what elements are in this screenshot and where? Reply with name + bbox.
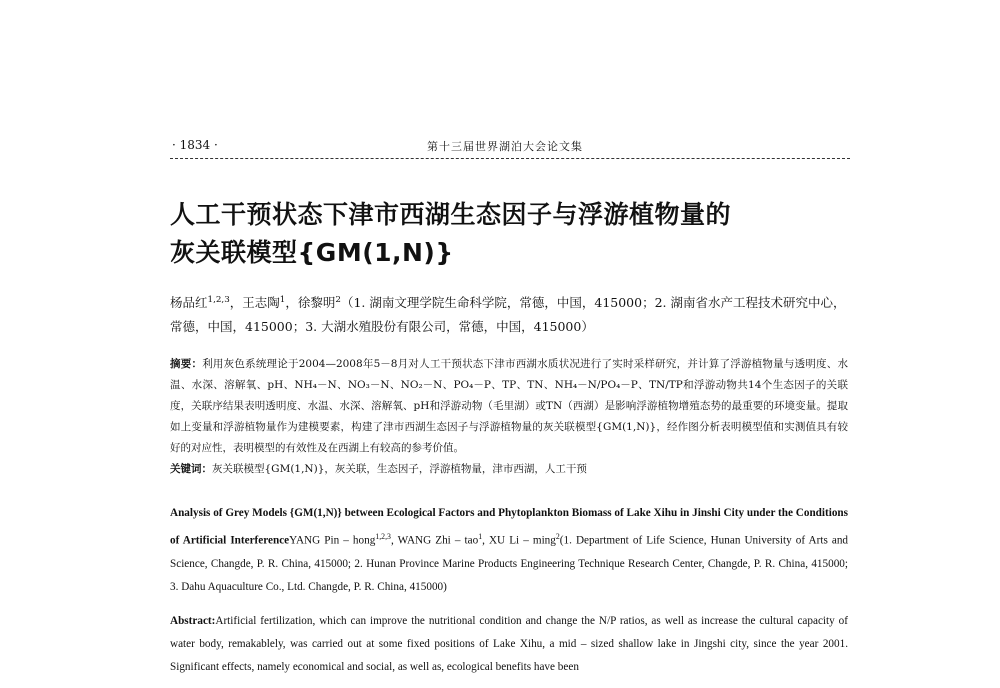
keywords-cn-text: 灰关联模型{GM(1,N)}，灰关联，生态因子，浮游植物量，津市西湖，人工干预 [212, 463, 587, 475]
abstract-cn-label: 摘要： [170, 358, 203, 370]
abstract-en [170, 610, 848, 679]
abstract-cn [170, 354, 848, 459]
abstract-en-label: Abstract: [170, 615, 216, 627]
title-line-1: 人工干预状态下津市西湖生态因子与浮游植物量的 [170, 200, 732, 229]
author-en-3-sup: 2 [555, 532, 560, 541]
author-en-1: YANG Pin – hong [289, 534, 376, 547]
keywords-cn [170, 460, 848, 478]
paper-title-cn [170, 196, 830, 272]
author-en-2: , WANG Zhi – tao [390, 534, 479, 547]
affiliations-cn: （1. 湖南文理学院生命科学院，常德，中国，415000；2. 湖南省水产工程技术研究中心，常德，中国，415000；3. 大湖水殖股份有限公司，常德，中国，415000） [170, 295, 846, 335]
affiliations-en: (1. Department of Life Science, Hunan University of Arts and Science, Changde, P. R. China, 415000; 2. Hunan Province Marine Products Engineering Technique Research Center, Changde, P. R. China, 415000; 3. Dahu Aquaculture Co., Ltd. Changde, P. R. China, 415000) [170, 534, 849, 593]
english-title-block [170, 502, 848, 599]
running-header [172, 138, 848, 156]
author-1-sup: 1,2,3 [207, 295, 230, 305]
journal-title: 第十三届世界湖泊大会论文集 [427, 140, 583, 153]
author-en-2-sup: 1 [478, 532, 483, 541]
keywords-cn-label: 关键词： [170, 463, 212, 475]
paper-title-en: Analysis of Grey Models {GM(1,N)} between Ecological Factors and Phytoplankton Biomass of Lake Xihu in Jinshi City under the Conditions of Artificial Interference [170, 507, 848, 547]
authors-cn [170, 288, 848, 339]
title-line-2: 灰关联模型{GM(1,N)} [170, 238, 454, 267]
author-2-sup: 1 [279, 295, 286, 305]
author-1: 杨品红 [170, 295, 208, 311]
abstract-cn-text: 利用灰色系统理论于2004—2008年5－8月对人工干预状态下津市西湖水质状况进行了实时采样研究，并计算了浮游植物量与透明度、水温、水深、溶解氧、pH、NH₄－N、NO₃－N、NO₂－N、PO₄－P、TP、TN、NH₄－N/PO₄－P、TN/TP和浮游动物共14个生态因子的关联度，关联序结果表明透明度、水温、水深、溶解氧、pH和浮游动物（毛里湖）或TN（西湖）是影响浮游植物增殖态势的最重要的环境变量。提取如上变量和浮游植物量作为建模要素，构建了津市西湖生态因子与浮游植物量的灰关联模型{GM(1,N)}，经作图分析表明模型值和实测值具有较好的对应性，表明模型的有效性及在西湖上有较高的参考价值。 [170, 358, 848, 454]
author-2: ，王志陶 [229, 295, 280, 311]
page-number: · 1834 · [172, 138, 218, 152]
author-3-sup: 2 [335, 295, 341, 305]
header-rule [170, 158, 850, 159]
author-en-1-sup: 1,2,3 [375, 532, 391, 541]
author-3: ，徐黎明 [285, 295, 336, 311]
author-en-3: , XU Li – ming [482, 534, 556, 547]
abstract-en-text: Artificial fertilization, which can improve the nutritional condition and change the N/P ratios, as well as increase the cultural capacity of water body, remakablely, was carried out at some fixed positions of Lake Xihu, a mid – sized shallow lake in Jingshi city, since the year 2001. Significant effects, namely economical and social, as well as, ecological benefits have been [170, 615, 848, 673]
